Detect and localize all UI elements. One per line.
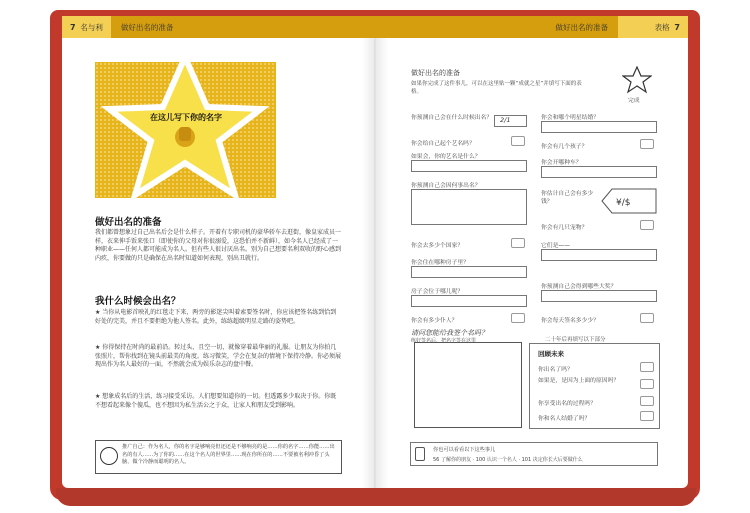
right-header <box>375 16 688 38</box>
r5-box[interactable] <box>640 220 654 230</box>
money-tag-icon <box>600 186 658 216</box>
r5-label: 你会有几只宠物？ <box>541 225 588 231</box>
svg-text:¥/$: ¥/$ <box>616 198 631 208</box>
f4-box[interactable] <box>640 411 654 421</box>
left-title-2: 我什么时候会出名？ <box>95 296 181 307</box>
left-title: 做好出名的准备 <box>95 217 162 228</box>
q6-field[interactable] <box>411 266 527 278</box>
autograph-title: 请问您能给我签个名吗？ <box>411 329 488 337</box>
q3-field[interactable] <box>411 160 527 172</box>
r1-field[interactable] <box>541 121 657 133</box>
promo-note <box>95 440 342 474</box>
f1-label: 你出名了吗？ <box>538 367 573 373</box>
q1-label: 你预测自己会在什么时候出名？ <box>411 115 493 121</box>
form-title: 做好出名的准备 <box>411 69 460 77</box>
q2-label: 你会给自己起个艺名吗？ <box>411 141 475 147</box>
see-also-items: 56 了解你的朋友 · 100 认识一个名人 · 101 决定你长大后要做什么 <box>433 457 583 463</box>
q6-label: 你会住在哪种房子里？ <box>411 260 469 266</box>
book-gutter <box>362 16 388 488</box>
r3-field[interactable] <box>541 166 657 178</box>
r8-box[interactable] <box>640 313 654 323</box>
r6-field[interactable] <box>541 249 657 261</box>
left-section: 名与利 <box>80 22 103 32</box>
left-page-number: 7 <box>70 22 76 32</box>
q7-field[interactable] <box>411 295 527 307</box>
see-also-title: 你也可以看看以下这些事儿 <box>433 447 496 453</box>
future-panel <box>529 343 660 429</box>
q8-label: 你会有多少仆人？ <box>411 318 458 324</box>
achieved-label: 完成 <box>628 98 640 104</box>
r7-label: 你预测自己会得到哪些大奖？ <box>541 284 617 290</box>
left-paragraph-4: ★ 想象成名后的生活，练习接受采访。人们想要知道你的一切。但透露多少取决于你。你既不想看起来像个傻瓜，也不想因为私生活公之于众，让家人和朋友受到影响。 <box>95 393 337 409</box>
promo-note-text: 推广自己：作为名人，你的名字是够响亮但还还是不够响亮的是……你的名字……你能……出名的有人……为了你的……在这个名人的世界里……现在你所在的……不要被名利冲昏了头脑，做个冷静而聪明的名人。 <box>122 444 335 465</box>
right-section: 表格 <box>654 22 670 32</box>
r6-label: 它们是—— <box>541 243 570 249</box>
left-paragraph-3: ★ 你得保持在时尚的最前沿。转过头，且空一切，就像穿着最华丽的礼服。让朋友为你拍几张照片，帮你找到在镜头前最美的角度。练习微笑，学会在复杂的情境下保持冷静。你必须展现出作为名人最好的一面，不然就会成为娱乐杂志的盘中餐。 <box>95 344 342 369</box>
f3-label: 你享受出名的过程吗？ <box>538 401 596 407</box>
q1-field[interactable] <box>494 115 527 127</box>
r7-field[interactable] <box>541 290 657 302</box>
future-title: 回顾未来 <box>538 350 564 358</box>
star-icon <box>95 55 276 200</box>
book-icon <box>415 447 425 461</box>
q1-handwriting: 2/1 <box>500 116 511 124</box>
f4-label: 你和名人结婚了吗？ <box>538 416 591 422</box>
q3-label: 如果会，你的艺名是什么？ <box>411 154 481 160</box>
autograph-box[interactable] <box>414 342 522 428</box>
f3-box[interactable] <box>640 396 654 406</box>
q4-label: 你预测自己会因何事出名？ <box>411 183 481 189</box>
right-page-number: 7 <box>674 22 680 32</box>
left-paragraph-2: ★ 当你从电影首映礼的红毯走下来，两旁的影迷尖叫着索要签名时，你应该把签名练到恰到好处的完美，并且不要拒绝为他人签名。此外，练练超级明星走路的姿势吧。 <box>95 309 337 325</box>
r1-label: 你会和哪个明星结婚？ <box>541 115 599 121</box>
f2-label: 如果是，是因为上面的原因吗？ <box>538 378 620 384</box>
autograph-sub: 练好签名后，把名字签在这里 <box>411 338 477 344</box>
left-paragraph-1: 我们都曾想象过自己出名后会是什么样子。开着有专职司机的豪华轿车去逛街，像皇家成员一样，衣来伸手饭来张口（即使你的父母对你很溺爱，这恐怕并不新鲜），如今名人已经成了一种职业——任何人都可能成为名人。但有些人很讨厌出名。别为自己想要名利双收的野心感到内疚，你要做的只是确保在出名时知道如何表现，别出丑就行。 <box>95 229 342 262</box>
r2-label: 你会有几个孩子？ <box>541 144 588 150</box>
q5-label: 你会去多少个国家？ <box>411 243 464 249</box>
achievement-star-icon <box>622 66 652 94</box>
q4-field[interactable] <box>411 189 527 225</box>
r8-label: 你会每天签名多少少？ <box>541 318 599 324</box>
r4-label: 你估计自己会有多少钱？ <box>541 191 594 205</box>
cover-edge <box>56 488 696 506</box>
f1-box[interactable] <box>640 362 654 372</box>
form-subtitle: 如果你完成了这件事儿，可以在这里贴一颗“成就之星”并填写下面的表格。 <box>411 81 582 95</box>
right-chapter: 做好出名的准备 <box>555 22 608 32</box>
future-header: 二十年后再填写以下部分 <box>545 337 606 343</box>
f2-box[interactable] <box>640 379 654 389</box>
no-camera-icon <box>100 447 118 465</box>
q5-box[interactable] <box>511 238 525 248</box>
q2-checkbox[interactable] <box>511 136 525 146</box>
q7-label: 房子会位于哪儿呢？ <box>411 289 464 295</box>
see-also-box <box>410 442 658 466</box>
q8-box[interactable] <box>511 313 525 323</box>
star-caption: 在这儿写下你的名字 <box>150 113 222 122</box>
r2-box[interactable] <box>640 139 654 149</box>
left-chapter: 做好出名的准备 <box>120 22 174 32</box>
r3-label: 你会开哪种车？ <box>541 160 582 166</box>
left-header <box>62 16 375 38</box>
